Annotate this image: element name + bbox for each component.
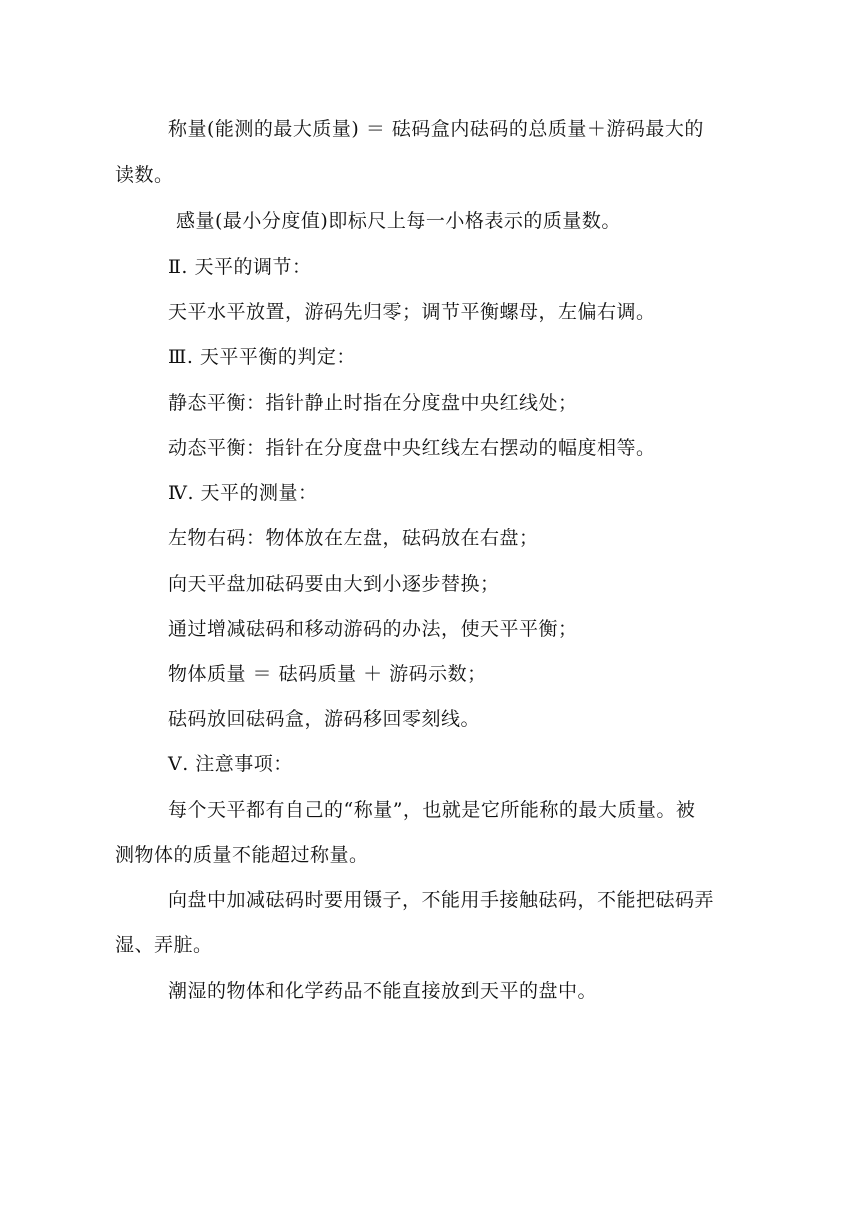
paragraph-dynamic-balance: 动态平衡：指针在分度盘中央红线左右摆动的幅度相等。 [168,437,656,459]
paragraph-left-object-right-weight: 左物右码：物体放在左盘，砝码放在右盘； [168,527,539,549]
paragraph-chemicals: 潮湿的物体和化学药品不能直接放到天平的盘中。 [168,980,598,1002]
heading-balance-judgement: Ⅲ. 天平平衡的判定： [168,346,356,368]
paragraph-capacity-limit-line-2: 测物体的质量不能超过称量。 [115,844,369,866]
heading-adjustment: Ⅱ. 天平的调节： [168,256,312,278]
paragraph-mass-formula: 物体质量 ＝ 砝码质量 ＋ 游码示数； [168,663,487,685]
paragraph-capacity-line-1: 称量(能测的最大质量) ＝ 砝码盒内砝码的总质量＋游码最大的 [168,118,704,140]
paragraph-balancing-method: 通过增减砝码和移动游码的办法，使天平平衡； [168,618,578,640]
paragraph-adjustment: 天平水平放置，游码先归零；调节平衡螺母，左偏右调。 [168,301,656,323]
paragraph-adding-weights: 向天平盘加砝码要由大到小逐步替换； [168,573,500,595]
paragraph-capacity-limit-line-1: 每个天平都有自己的“称量”，也就是它所能称的最大质量。被 [168,799,696,821]
paragraph-capacity-line-2: 读数。 [115,164,174,186]
paragraph-tweezers-line-1: 向盘中加减砝码时要用镊子，不能用手接触砝码，不能把砝码弄 [168,889,715,911]
paragraph-static-balance: 静态平衡：指针静止时指在分度盘中央红线处； [168,392,578,414]
paragraph-tweezers-line-2: 湿、弄脏。 [115,934,213,956]
paragraph-sensitivity: 感量(最小分度值)即标尺上每一小格表示的质量数。 [176,210,621,232]
heading-measurement: Ⅳ. 天平的测量： [168,482,318,504]
paragraph-return-weights: 砝码放回砝码盒，游码移回零刻线。 [168,708,481,730]
heading-precautions: Ⅴ. 注意事项： [168,753,293,775]
